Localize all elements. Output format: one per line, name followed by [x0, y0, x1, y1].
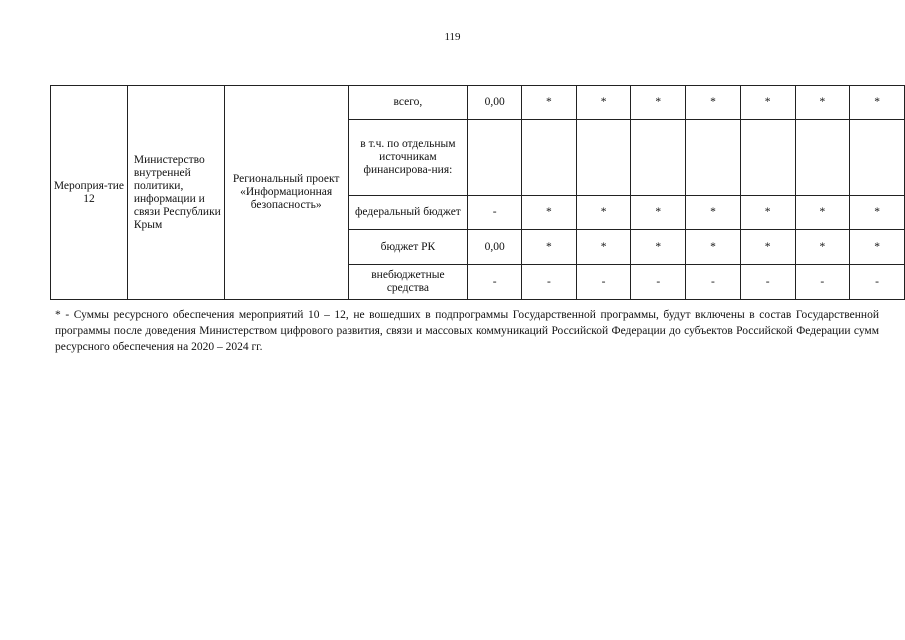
value-cell: -: [740, 265, 795, 300]
value-cell: *: [686, 230, 741, 265]
value-cell: *: [850, 86, 905, 120]
value-cell: -: [522, 265, 577, 300]
value-cell: -: [850, 265, 905, 300]
value-cell: *: [686, 196, 741, 230]
value-cell: *: [576, 230, 631, 265]
value-cell: *: [631, 196, 686, 230]
value-cell: *: [631, 86, 686, 120]
footnote: * - Суммы ресурсного обеспечения мероприятий 10 – 12, не вошедших в подпрограммы Государственной программы, будут включены в состав Государственной программы после доведения Министерством цифрового развития, связи и массовых коммуникаций Российской Федерации до субъектов Российской Федерации сумм ресурсного обеспечения на 2020 – 2024 гг.: [55, 309, 879, 353]
value-cell: *: [522, 196, 577, 230]
total-cell: -: [468, 265, 522, 300]
total-cell: 0,00: [468, 230, 522, 265]
value-cell: *: [740, 86, 795, 120]
value-cell: [740, 120, 795, 196]
total-cell: [468, 120, 522, 196]
value-cell: *: [850, 230, 905, 265]
value-cell: [795, 120, 850, 196]
value-cell: *: [795, 86, 850, 120]
source-label-cell: федеральный бюджет: [348, 196, 468, 230]
value-cell: *: [740, 196, 795, 230]
value-cell: -: [795, 265, 850, 300]
value-cell: [522, 120, 577, 196]
value-cell: *: [686, 86, 741, 120]
value-cell: *: [740, 230, 795, 265]
value-cell: *: [522, 230, 577, 265]
page-number: 119: [444, 31, 461, 43]
value-cell: *: [576, 196, 631, 230]
value-cell: *: [576, 86, 631, 120]
source-label-cell: в т.ч. по отдельным источникам финансирова-ния:: [348, 120, 468, 196]
value-cell: -: [686, 265, 741, 300]
table-row: [51, 86, 905, 120]
value-cell: -: [576, 265, 631, 300]
value-cell: *: [795, 230, 850, 265]
source-label-cell: бюджет РК: [348, 230, 468, 265]
value-cell: *: [850, 196, 905, 230]
value-cell: [850, 120, 905, 196]
project-cell: Региональный проект «Информационная безопасность»: [224, 86, 348, 300]
source-label-cell: внебюджетные средства: [348, 265, 468, 300]
value-cell: *: [522, 86, 577, 120]
value-cell: [631, 120, 686, 196]
source-label-cell: всего,: [348, 86, 468, 120]
total-cell: 0,00: [468, 86, 522, 120]
value-cell: -: [631, 265, 686, 300]
event-cell: Мероприя-тие 12: [51, 86, 128, 300]
total-cell: -: [468, 196, 522, 230]
value-cell: [686, 120, 741, 196]
value-cell: *: [631, 230, 686, 265]
value-cell: [576, 120, 631, 196]
resource-table: [50, 85, 905, 300]
executor-cell: Министерство внутренней политики, информации и связи Республики Крым: [127, 86, 224, 300]
value-cell: *: [795, 196, 850, 230]
